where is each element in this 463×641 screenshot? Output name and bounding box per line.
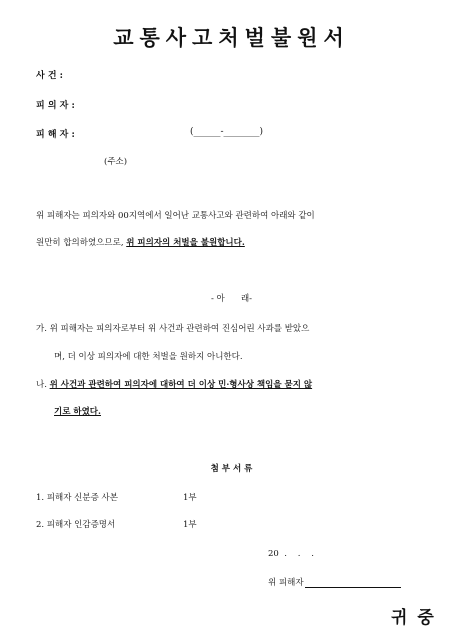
item-na-marker: 나. xyxy=(36,380,50,390)
item-na-line-2: 기로 하였다. xyxy=(54,407,101,417)
attachments-heading: 첨 부 서 류 xyxy=(210,464,253,474)
date-line: 20 . . . xyxy=(268,549,314,559)
intro-line-2 xyxy=(36,236,245,248)
document-title: 교통사고처벌불원서 xyxy=(113,25,350,50)
intro-emphasis: 위 피의자의 처벌을 불원합니다. xyxy=(126,238,245,248)
victim-label: 피 해 자 : xyxy=(36,130,75,140)
item-na-line-1 xyxy=(36,378,312,390)
attachment-2-count: 1부 xyxy=(183,520,197,530)
attachment-1-name: 1. 피해자 신분증 사본 xyxy=(36,493,118,503)
section-heading: - 아 래- xyxy=(210,294,253,304)
closing-text: 귀 중 xyxy=(391,608,436,628)
signature-line xyxy=(305,577,401,588)
signature-row xyxy=(268,576,401,588)
item-ga-line-2: 며, 더 이상 피의자에 대한 처벌을 원하지 아니한다. xyxy=(54,352,243,362)
intro-line-2-text: 원만히 합의하였으므로, xyxy=(36,238,127,248)
intro-line-1: 위 피해자는 피의자와 00지역에서 일어난 교통사고와 관련하여 아래와 같이 xyxy=(36,211,315,221)
signer-label: 위 피해자 xyxy=(268,578,304,588)
address-label: (주소) xyxy=(104,157,128,167)
attachment-1-count: 1부 xyxy=(183,493,197,503)
suspect-label: 피 의 자 : xyxy=(36,101,75,111)
case-label: 사 건 : xyxy=(36,71,63,81)
resident-number-blank: (______-________) xyxy=(190,127,264,137)
item-ga-line-1: 가. 위 피해자는 피의자로부터 위 사건과 관련하여 진심어린 사과를 받았으 xyxy=(36,324,310,334)
attachment-2-name: 2. 피해자 인감증명서 xyxy=(36,520,116,530)
item-na-text: 위 사건과 관련하여 피의자에 대하여 더 이상 민·형사상 책임을 묻지 않 xyxy=(49,380,313,390)
